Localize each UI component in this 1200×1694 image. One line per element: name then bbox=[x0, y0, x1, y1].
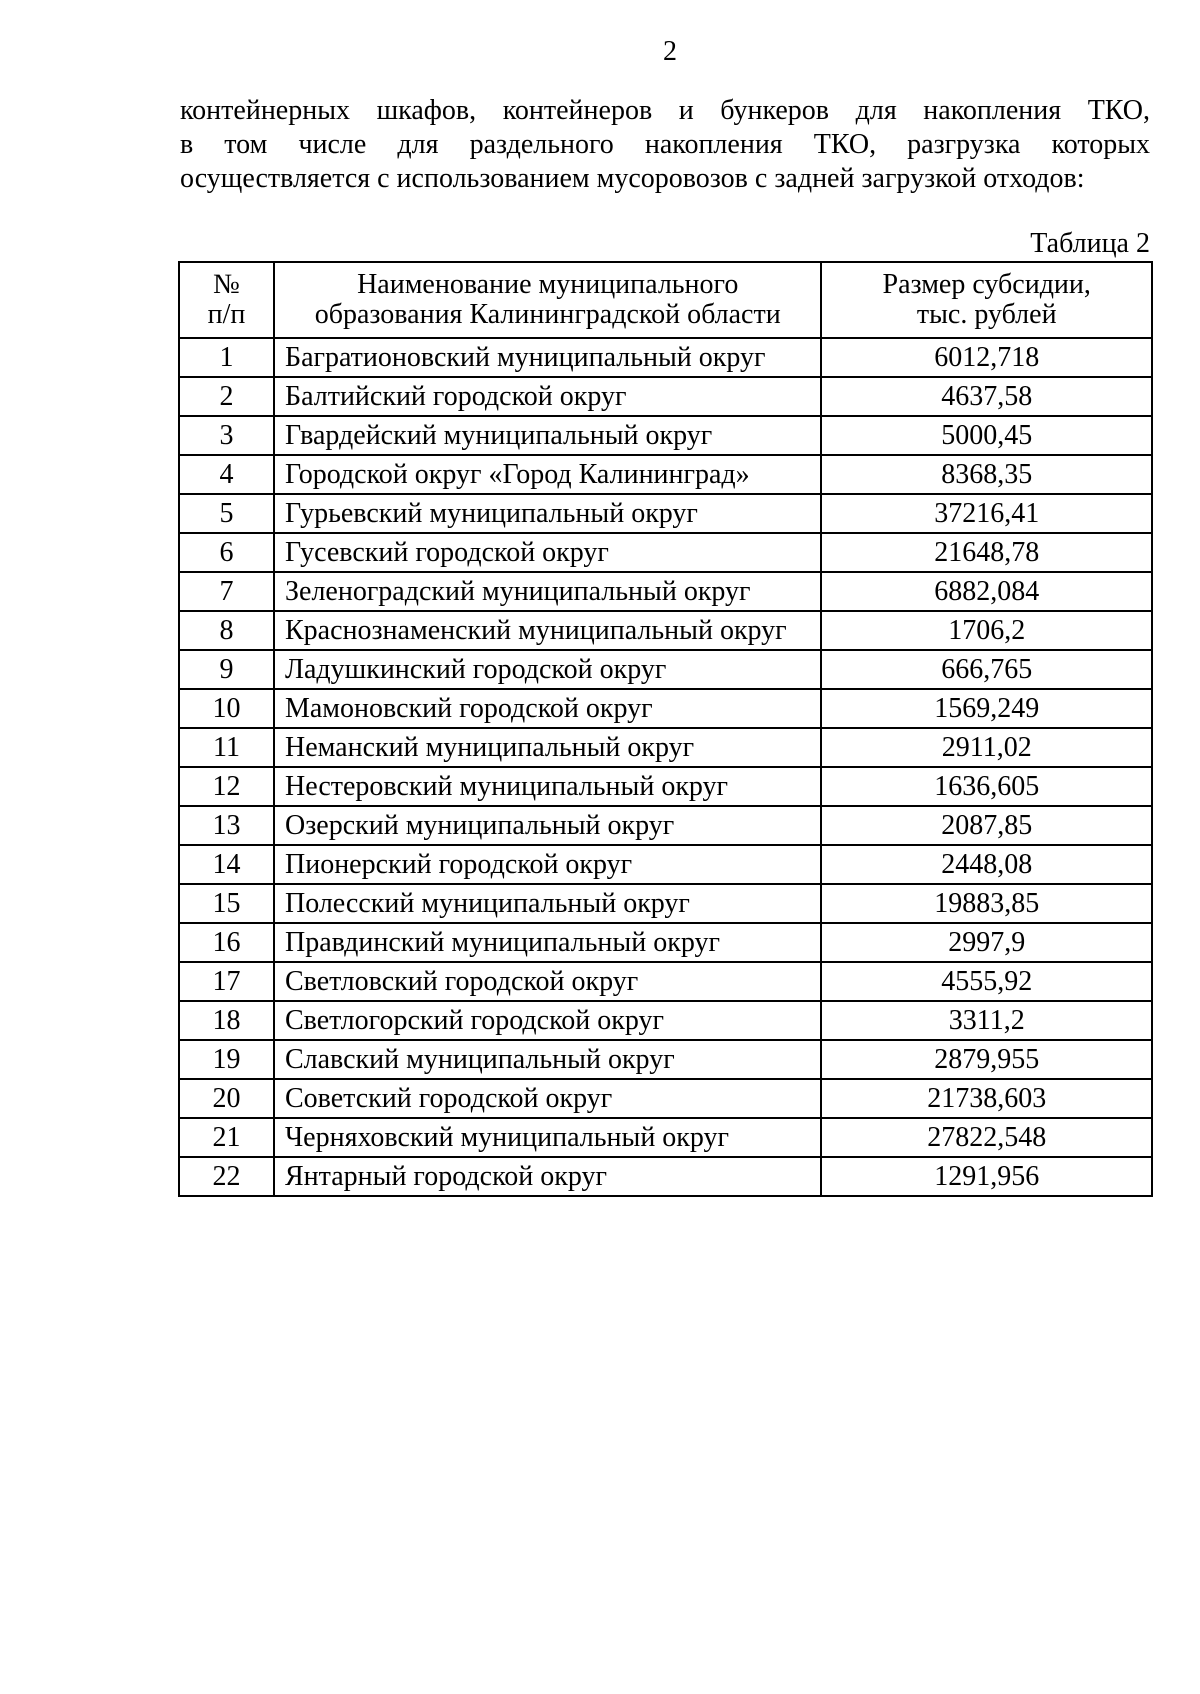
row-name-cell: Светлогорский городской округ bbox=[274, 1001, 821, 1040]
table-row bbox=[179, 572, 1152, 611]
row-name-cell: Светловский городской округ bbox=[274, 962, 821, 1001]
table-row bbox=[179, 455, 1152, 494]
row-num-cell: 11 bbox=[179, 728, 274, 767]
table-row bbox=[179, 884, 1152, 923]
row-amount-cell: 37216,41 bbox=[821, 494, 1152, 533]
table-row bbox=[179, 494, 1152, 533]
row-num-cell: 7 bbox=[179, 572, 274, 611]
row-num-cell: 9 bbox=[179, 650, 274, 689]
row-amount-cell: 2911,02 bbox=[821, 728, 1152, 767]
subsidy-table bbox=[178, 261, 1153, 1197]
table-header-row bbox=[179, 262, 1152, 338]
table-row bbox=[179, 728, 1152, 767]
row-amount-cell: 6882,084 bbox=[821, 572, 1152, 611]
row-num-cell: 19 bbox=[179, 1040, 274, 1079]
row-amount-cell: 2997,9 bbox=[821, 923, 1152, 962]
header-num bbox=[179, 262, 274, 338]
row-num-cell: 2 bbox=[179, 377, 274, 416]
intro-line: осуществляется с использованием мусоровозов с задней загрузкой отходов: bbox=[180, 163, 1085, 194]
row-name-cell: Ладушкинский городской округ bbox=[274, 650, 821, 689]
row-num-cell: 4 bbox=[179, 455, 274, 494]
table-caption: Таблица 2 bbox=[1030, 228, 1150, 259]
row-name-cell: Гурьевский муниципальный округ bbox=[274, 494, 821, 533]
row-amount-cell: 1706,2 bbox=[821, 611, 1152, 650]
table-row bbox=[179, 533, 1152, 572]
row-amount-cell: 5000,45 bbox=[821, 416, 1152, 455]
row-amount-cell: 2448,08 bbox=[821, 845, 1152, 884]
table-row bbox=[179, 650, 1152, 689]
row-name-cell: Пионерский городской округ bbox=[274, 845, 821, 884]
row-num-cell: 13 bbox=[179, 806, 274, 845]
row-num-cell: 20 bbox=[179, 1079, 274, 1118]
header-num-line1: № bbox=[213, 269, 240, 300]
row-amount-cell: 21648,78 bbox=[821, 533, 1152, 572]
row-amount-cell: 6012,718 bbox=[821, 338, 1152, 377]
header-amount-line1: Размер субсидии, bbox=[882, 269, 1091, 300]
table-row bbox=[179, 923, 1152, 962]
row-num-cell: 6 bbox=[179, 533, 274, 572]
row-name-cell: Гусевский городской округ bbox=[274, 533, 821, 572]
row-name-cell: Мамоновский городской округ bbox=[274, 689, 821, 728]
table-row bbox=[179, 1001, 1152, 1040]
table-row bbox=[179, 806, 1152, 845]
row-name-cell: Неманский муниципальный округ bbox=[274, 728, 821, 767]
row-amount-cell: 2087,85 bbox=[821, 806, 1152, 845]
row-num-cell: 15 bbox=[179, 884, 274, 923]
row-num-cell: 12 bbox=[179, 767, 274, 806]
row-amount-cell: 4637,58 bbox=[821, 377, 1152, 416]
page-number: 2 bbox=[663, 36, 677, 67]
row-amount-cell: 3311,2 bbox=[821, 1001, 1152, 1040]
row-amount-cell: 1569,249 bbox=[821, 689, 1152, 728]
header-name bbox=[274, 262, 821, 338]
row-name-cell: Гвардейский муниципальный округ bbox=[274, 416, 821, 455]
row-num-cell: 10 bbox=[179, 689, 274, 728]
row-name-cell: Багратионовский муниципальный округ bbox=[274, 338, 821, 377]
row-num-cell: 1 bbox=[179, 338, 274, 377]
table-row bbox=[179, 767, 1152, 806]
intro-paragraph bbox=[180, 94, 1150, 196]
row-amount-cell: 4555,92 bbox=[821, 962, 1152, 1001]
row-name-cell: Черняховский муниципальный округ bbox=[274, 1118, 821, 1157]
row-num-cell: 8 bbox=[179, 611, 274, 650]
table-row bbox=[179, 611, 1152, 650]
row-name-cell: Полесский муниципальный округ bbox=[274, 884, 821, 923]
row-amount-cell: 19883,85 bbox=[821, 884, 1152, 923]
table-row bbox=[179, 1157, 1152, 1196]
table-row bbox=[179, 845, 1152, 884]
row-name-cell: Балтийский городской округ bbox=[274, 377, 821, 416]
table-row bbox=[179, 689, 1152, 728]
row-amount-cell: 1291,956 bbox=[821, 1157, 1152, 1196]
row-num-cell: 5 bbox=[179, 494, 274, 533]
row-name-cell: Правдинский муниципальный округ bbox=[274, 923, 821, 962]
row-num-cell: 17 bbox=[179, 962, 274, 1001]
row-amount-cell: 21738,603 bbox=[821, 1079, 1152, 1118]
header-num-line2: п/п bbox=[207, 299, 246, 330]
row-amount-cell: 666,765 bbox=[821, 650, 1152, 689]
row-num-cell: 16 bbox=[179, 923, 274, 962]
table-row bbox=[179, 338, 1152, 377]
header-name-line1: Наименование муниципального bbox=[357, 269, 739, 300]
row-amount-cell: 2879,955 bbox=[821, 1040, 1152, 1079]
row-name-cell: Славский муниципальный округ bbox=[274, 1040, 821, 1079]
intro-line: в том числе для раздельного накопления ТКО, разгрузка которых bbox=[180, 129, 1150, 160]
row-num-cell: 21 bbox=[179, 1118, 274, 1157]
row-num-cell: 22 bbox=[179, 1157, 274, 1196]
table-row bbox=[179, 1079, 1152, 1118]
header-name-line2: образования Калининградской области bbox=[314, 299, 781, 330]
table-body bbox=[179, 338, 1152, 1196]
row-num-cell: 14 bbox=[179, 845, 274, 884]
row-name-cell: Озерский муниципальный округ bbox=[274, 806, 821, 845]
header-amount bbox=[821, 262, 1152, 338]
row-amount-cell: 27822,548 bbox=[821, 1118, 1152, 1157]
table-row bbox=[179, 416, 1152, 455]
table-row bbox=[179, 377, 1152, 416]
table-row bbox=[179, 962, 1152, 1001]
row-name-cell: Зеленоградский муниципальный округ bbox=[274, 572, 821, 611]
row-num-cell: 3 bbox=[179, 416, 274, 455]
row-amount-cell: 1636,605 bbox=[821, 767, 1152, 806]
row-name-cell: Советский городской округ bbox=[274, 1079, 821, 1118]
row-name-cell: Городской округ «Город Калининград» bbox=[274, 455, 821, 494]
row-num-cell: 18 bbox=[179, 1001, 274, 1040]
header-amount-line2: тыс. рублей bbox=[916, 299, 1057, 330]
row-name-cell: Нестеровский муниципальный округ bbox=[274, 767, 821, 806]
row-amount-cell: 8368,35 bbox=[821, 455, 1152, 494]
table-row bbox=[179, 1118, 1152, 1157]
intro-line: контейнерных шкафов, контейнеров и бункеров для накопления ТКО, bbox=[180, 95, 1150, 126]
table-row bbox=[179, 1040, 1152, 1079]
row-name-cell: Краснознаменский муниципальный округ bbox=[274, 611, 821, 650]
row-name-cell: Янтарный городской округ bbox=[274, 1157, 821, 1196]
